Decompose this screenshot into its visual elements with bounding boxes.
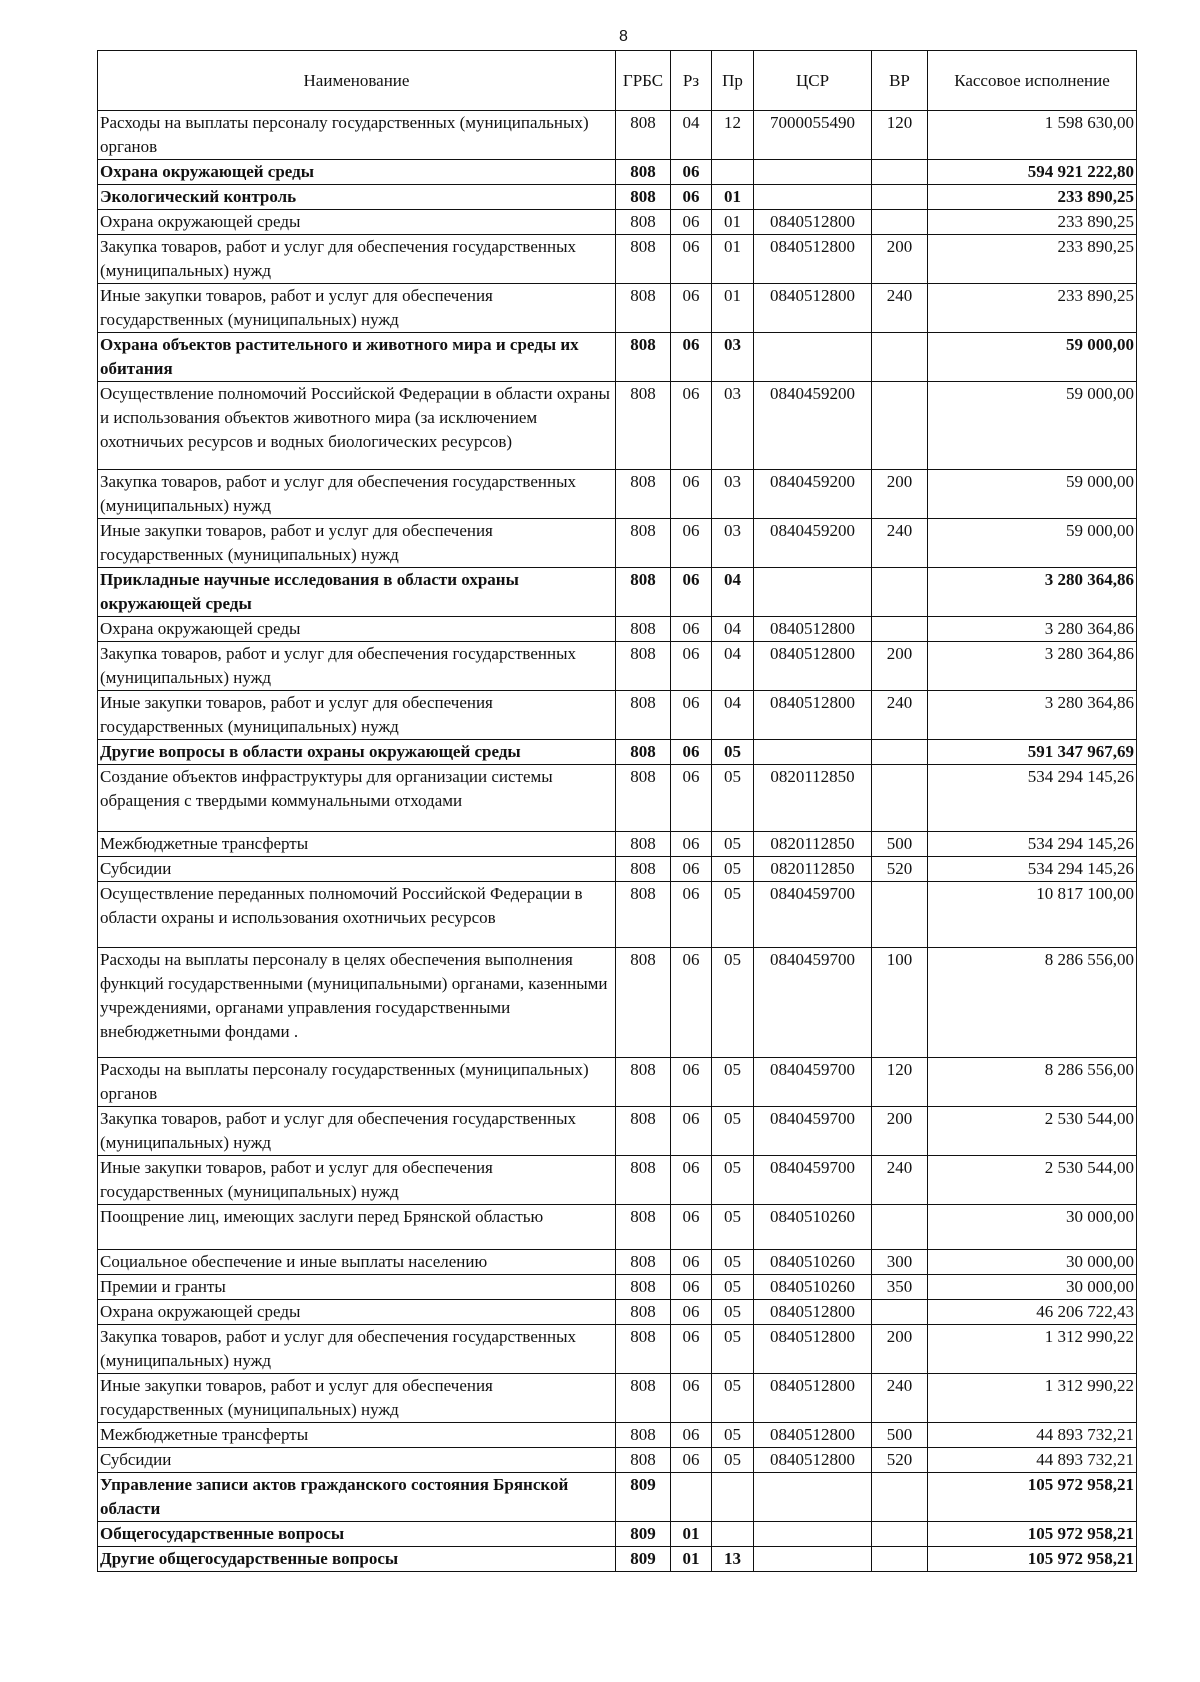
- row-grbs: 809: [616, 1546, 671, 1571]
- row-grbs: 808: [616, 1447, 671, 1472]
- row-csr: [754, 1521, 872, 1546]
- row-name: Создание объектов инфраструктуры для организации системы обращения с твердыми коммунальными отходами: [98, 765, 616, 831]
- table-row: [98, 691, 1137, 740]
- header-name: Наименование: [98, 51, 616, 111]
- table-row: [98, 284, 1137, 333]
- row-vr: [872, 1472, 928, 1521]
- row-pr: 12: [712, 111, 754, 160]
- row-grbs: 808: [616, 617, 671, 642]
- row-rz: 06: [671, 1299, 712, 1324]
- row-grbs: 808: [616, 1373, 671, 1422]
- row-vr: [872, 1205, 928, 1249]
- row-grbs: 808: [616, 235, 671, 284]
- row-rz: 06: [671, 235, 712, 284]
- row-rz: 06: [671, 333, 712, 382]
- row-grbs: 808: [616, 185, 671, 210]
- row-name: Расходы на выплаты персоналу в целях обеспечения выполнения функций государственными (муниципальными) органами, казенными учреждениями, органами управления государственными внебюджетными фондами .: [98, 947, 616, 1058]
- table-row: [98, 185, 1137, 210]
- row-grbs: 808: [616, 470, 671, 519]
- row-csr: 0840510260: [754, 1249, 872, 1274]
- row-name: Межбюджетные трансферты: [98, 831, 616, 856]
- row-vr: [872, 382, 928, 470]
- row-pr: 05: [712, 881, 754, 947]
- header-csr: ЦСР: [754, 51, 872, 111]
- row-vr: [872, 1521, 928, 1546]
- row-rz: 06: [671, 1107, 712, 1156]
- row-amount: 105 972 958,21: [928, 1546, 1137, 1571]
- row-csr: [754, 740, 872, 765]
- table-row: [98, 160, 1137, 185]
- row-amount: 233 890,25: [928, 235, 1137, 284]
- row-name: Закупка товаров, работ и услуг для обеспечения государственных (муниципальных) нужд: [98, 470, 616, 519]
- row-vr: 500: [872, 831, 928, 856]
- row-vr: 500: [872, 1422, 928, 1447]
- table-row: [98, 642, 1137, 691]
- row-csr: 0840512800: [754, 1324, 872, 1373]
- row-amount: 59 000,00: [928, 470, 1137, 519]
- row-amount: 8 286 556,00: [928, 947, 1137, 1058]
- row-pr: 13: [712, 1546, 754, 1571]
- row-csr: [754, 185, 872, 210]
- row-grbs: 808: [616, 1422, 671, 1447]
- row-amount: 59 000,00: [928, 382, 1137, 470]
- row-rz: 06: [671, 642, 712, 691]
- row-pr: 05: [712, 1205, 754, 1249]
- row-rz: 06: [671, 382, 712, 470]
- row-grbs: 808: [616, 382, 671, 470]
- row-grbs: 808: [616, 1324, 671, 1373]
- row-vr: 120: [872, 1058, 928, 1107]
- row-name: Иные закупки товаров, работ и услуг для обеспечения государственных (муниципальных) нужд: [98, 1156, 616, 1205]
- table-row: [98, 1107, 1137, 1156]
- row-amount: 233 890,25: [928, 284, 1137, 333]
- row-amount: 30 000,00: [928, 1274, 1137, 1299]
- row-vr: 350: [872, 1274, 928, 1299]
- table-row: [98, 831, 1137, 856]
- row-pr: 05: [712, 1156, 754, 1205]
- header-rz: Рз: [671, 51, 712, 111]
- row-csr: 0840512800: [754, 284, 872, 333]
- row-pr: 05: [712, 1373, 754, 1422]
- row-vr: [872, 185, 928, 210]
- header-amount: Кассовое исполнение: [928, 51, 1137, 111]
- row-pr: [712, 1521, 754, 1546]
- row-pr: 05: [712, 947, 754, 1058]
- row-grbs: 809: [616, 1521, 671, 1546]
- row-rz: 01: [671, 1521, 712, 1546]
- table-row: [98, 1447, 1137, 1472]
- table-row: [98, 1546, 1137, 1571]
- row-rz: 06: [671, 185, 712, 210]
- row-amount: 3 280 364,86: [928, 642, 1137, 691]
- row-vr: [872, 333, 928, 382]
- row-rz: 06: [671, 1324, 712, 1373]
- row-csr: 0840512800: [754, 210, 872, 235]
- row-csr: 0840459700: [754, 1107, 872, 1156]
- row-name: Поощрение лиц, имеющих заслуги перед Брянской областью: [98, 1205, 616, 1249]
- table-row: [98, 1249, 1137, 1274]
- row-pr: 01: [712, 284, 754, 333]
- row-rz: [671, 1472, 712, 1521]
- row-pr: 05: [712, 856, 754, 881]
- row-pr: 05: [712, 1447, 754, 1472]
- row-vr: [872, 1299, 928, 1324]
- row-amount: 8 286 556,00: [928, 1058, 1137, 1107]
- table-row: [98, 765, 1137, 831]
- row-name: Субсидии: [98, 856, 616, 881]
- row-grbs: 808: [616, 765, 671, 831]
- row-amount: 105 972 958,21: [928, 1521, 1137, 1546]
- table-row: [98, 617, 1137, 642]
- header-grbs: ГРБС: [616, 51, 671, 111]
- table-row: [98, 1324, 1137, 1373]
- row-amount: 59 000,00: [928, 519, 1137, 568]
- row-rz: 06: [671, 1373, 712, 1422]
- row-name: Закупка товаров, работ и услуг для обеспечения государственных (муниципальных) нужд: [98, 1107, 616, 1156]
- table-row: [98, 1521, 1137, 1546]
- row-name: Расходы на выплаты персоналу государственных (муниципальных) органов: [98, 1058, 616, 1107]
- row-amount: 3 280 364,86: [928, 617, 1137, 642]
- row-vr: [872, 210, 928, 235]
- row-vr: [872, 617, 928, 642]
- row-grbs: 808: [616, 568, 671, 617]
- row-csr: 0840512800: [754, 1373, 872, 1422]
- row-pr: 04: [712, 691, 754, 740]
- row-csr: 0820112850: [754, 831, 872, 856]
- row-name: Закупка товаров, работ и услуг для обеспечения государственных (муниципальных) нужд: [98, 235, 616, 284]
- row-name: Социальное обеспечение и иные выплаты населению: [98, 1249, 616, 1274]
- row-name: Иные закупки товаров, работ и услуг для обеспечения государственных (муниципальных) нужд: [98, 1373, 616, 1422]
- row-grbs: 808: [616, 740, 671, 765]
- header-vr: ВР: [872, 51, 928, 111]
- row-rz: 06: [671, 160, 712, 185]
- table-row: [98, 740, 1137, 765]
- budget-table: [97, 50, 1137, 1572]
- row-rz: 06: [671, 519, 712, 568]
- row-csr: 0840459200: [754, 519, 872, 568]
- row-csr: [754, 568, 872, 617]
- row-pr: 01: [712, 210, 754, 235]
- row-csr: 0840510260: [754, 1205, 872, 1249]
- row-pr: 01: [712, 235, 754, 284]
- row-name: Расходы на выплаты персоналу государственных (муниципальных) органов: [98, 111, 616, 160]
- row-rz: 06: [671, 740, 712, 765]
- row-grbs: 808: [616, 1274, 671, 1299]
- row-amount: 44 893 732,21: [928, 1422, 1137, 1447]
- row-name: Закупка товаров, работ и услуг для обеспечения государственных (муниципальных) нужд: [98, 1324, 616, 1373]
- row-grbs: 808: [616, 284, 671, 333]
- row-rz: 06: [671, 1447, 712, 1472]
- row-csr: 0840512800: [754, 1422, 872, 1447]
- table-row: [98, 881, 1137, 947]
- row-name: Охрана окружающей среды: [98, 1299, 616, 1324]
- table-row: [98, 856, 1137, 881]
- row-name: Общегосударственные вопросы: [98, 1521, 616, 1546]
- row-rz: 06: [671, 1274, 712, 1299]
- row-amount: 594 921 222,80: [928, 160, 1137, 185]
- table-row: [98, 1422, 1137, 1447]
- row-amount: 30 000,00: [928, 1249, 1137, 1274]
- row-name: Охрана окружающей среды: [98, 160, 616, 185]
- row-rz: 06: [671, 210, 712, 235]
- row-pr: 05: [712, 831, 754, 856]
- row-vr: [872, 160, 928, 185]
- row-grbs: 808: [616, 111, 671, 160]
- row-csr: 0820112850: [754, 765, 872, 831]
- row-grbs: 808: [616, 519, 671, 568]
- table-row: [98, 1274, 1137, 1299]
- row-grbs: 808: [616, 856, 671, 881]
- row-vr: 240: [872, 284, 928, 333]
- row-grbs: 808: [616, 1299, 671, 1324]
- row-pr: 03: [712, 333, 754, 382]
- row-amount: 1 598 630,00: [928, 111, 1137, 160]
- row-csr: 0840512800: [754, 1447, 872, 1472]
- row-name: Охрана объектов растительного и животного мира и среды их обитания: [98, 333, 616, 382]
- row-name: Субсидии: [98, 1447, 616, 1472]
- row-vr: 520: [872, 1447, 928, 1472]
- row-pr: 03: [712, 382, 754, 470]
- row-csr: 0840512800: [754, 691, 872, 740]
- row-name: Межбюджетные трансферты: [98, 1422, 616, 1447]
- row-csr: [754, 1546, 872, 1571]
- row-csr: 0840512800: [754, 1299, 872, 1324]
- table-row: [98, 1205, 1137, 1249]
- row-vr: 100: [872, 947, 928, 1058]
- row-csr: 0840512800: [754, 235, 872, 284]
- row-pr: [712, 1472, 754, 1521]
- row-rz: 06: [671, 947, 712, 1058]
- row-grbs: 808: [616, 1249, 671, 1274]
- row-vr: 200: [872, 1324, 928, 1373]
- table-row: [98, 1472, 1137, 1521]
- row-pr: 04: [712, 568, 754, 617]
- row-pr: 05: [712, 765, 754, 831]
- row-amount: 2 530 544,00: [928, 1156, 1137, 1205]
- row-name: Иные закупки товаров, работ и услуг для обеспечения государственных (муниципальных) нужд: [98, 284, 616, 333]
- row-csr: [754, 333, 872, 382]
- row-grbs: 808: [616, 947, 671, 1058]
- row-name: Экологический контроль: [98, 185, 616, 210]
- row-amount: 233 890,25: [928, 185, 1137, 210]
- row-grbs: 808: [616, 691, 671, 740]
- row-vr: [872, 881, 928, 947]
- row-csr: 0840459700: [754, 947, 872, 1058]
- row-pr: [712, 160, 754, 185]
- row-amount: 1 312 990,22: [928, 1324, 1137, 1373]
- row-name: Закупка товаров, работ и услуг для обеспечения государственных (муниципальных) нужд: [98, 642, 616, 691]
- table-body: [98, 111, 1137, 1572]
- row-grbs: 808: [616, 831, 671, 856]
- row-csr: 0820112850: [754, 856, 872, 881]
- row-vr: 240: [872, 519, 928, 568]
- row-rz: 06: [671, 691, 712, 740]
- table-row: [98, 382, 1137, 470]
- row-grbs: 809: [616, 1472, 671, 1521]
- row-amount: 591 347 967,69: [928, 740, 1137, 765]
- row-amount: 44 893 732,21: [928, 1447, 1137, 1472]
- row-pr: 01: [712, 185, 754, 210]
- table-row: [98, 1299, 1137, 1324]
- row-name: Другие вопросы в области охраны окружающей среды: [98, 740, 616, 765]
- row-pr: 05: [712, 1324, 754, 1373]
- row-name: Управление записи актов гражданского состояния Брянской области: [98, 1472, 616, 1521]
- row-name: Иные закупки товаров, работ и услуг для обеспечения государственных (муниципальных) нужд: [98, 519, 616, 568]
- row-pr: 05: [712, 1299, 754, 1324]
- row-name: Иные закупки товаров, работ и услуг для обеспечения государственных (муниципальных) нужд: [98, 691, 616, 740]
- row-rz: 06: [671, 1422, 712, 1447]
- row-vr: 120: [872, 111, 928, 160]
- row-grbs: 808: [616, 1107, 671, 1156]
- row-amount: 534 294 145,26: [928, 765, 1137, 831]
- row-vr: 200: [872, 235, 928, 284]
- row-name: Осуществление переданных полномочий Российской Федерации в области охраны и использования охотничьих ресурсов: [98, 881, 616, 947]
- row-rz: 06: [671, 1156, 712, 1205]
- row-vr: [872, 568, 928, 617]
- row-amount: 3 280 364,86: [928, 691, 1137, 740]
- table-row: [98, 1373, 1137, 1422]
- row-rz: 06: [671, 617, 712, 642]
- row-grbs: 808: [616, 333, 671, 382]
- row-rz: 06: [671, 1249, 712, 1274]
- table-row: [98, 568, 1137, 617]
- row-name: Другие общегосударственные вопросы: [98, 1546, 616, 1571]
- row-grbs: 808: [616, 1058, 671, 1107]
- table-row: [98, 333, 1137, 382]
- row-vr: [872, 740, 928, 765]
- row-name: Осуществление полномочий Российской Федерации в области охраны и использования объектов животного мира (за исключением охотничьих ресурсов и водных биологических ресурсов): [98, 382, 616, 470]
- row-amount: 59 000,00: [928, 333, 1137, 382]
- page-number: 8: [619, 28, 628, 45]
- row-grbs: 808: [616, 160, 671, 185]
- row-vr: 240: [872, 1373, 928, 1422]
- row-rz: 06: [671, 470, 712, 519]
- row-amount: 30 000,00: [928, 1205, 1137, 1249]
- row-csr: [754, 160, 872, 185]
- row-rz: 01: [671, 1546, 712, 1571]
- row-name: Прикладные научные исследования в области охраны окружающей среды: [98, 568, 616, 617]
- row-vr: [872, 1546, 928, 1571]
- table-row: [98, 947, 1137, 1058]
- row-rz: 04: [671, 111, 712, 160]
- row-amount: 105 972 958,21: [928, 1472, 1137, 1521]
- row-amount: 46 206 722,43: [928, 1299, 1137, 1324]
- row-rz: 06: [671, 1058, 712, 1107]
- row-csr: 0840512800: [754, 617, 872, 642]
- header-pr: Пр: [712, 51, 754, 111]
- row-csr: 0840459700: [754, 881, 872, 947]
- row-grbs: 808: [616, 1205, 671, 1249]
- row-csr: 0840512800: [754, 642, 872, 691]
- row-vr: 200: [872, 642, 928, 691]
- row-rz: 06: [671, 881, 712, 947]
- row-csr: 7000055490: [754, 111, 872, 160]
- row-rz: 06: [671, 856, 712, 881]
- table-row: [98, 235, 1137, 284]
- row-grbs: 808: [616, 642, 671, 691]
- row-pr: 04: [712, 642, 754, 691]
- table-row: [98, 519, 1137, 568]
- row-amount: 534 294 145,26: [928, 856, 1137, 881]
- row-pr: 05: [712, 1107, 754, 1156]
- row-vr: 240: [872, 1156, 928, 1205]
- table-row: [98, 1156, 1137, 1205]
- row-rz: 06: [671, 765, 712, 831]
- row-name: Премии и гранты: [98, 1274, 616, 1299]
- table-row: [98, 210, 1137, 235]
- row-pr: 05: [712, 1422, 754, 1447]
- row-pr: 03: [712, 470, 754, 519]
- table-header-row: [98, 51, 1137, 111]
- row-name: Охрана окружающей среды: [98, 617, 616, 642]
- row-amount: 1 312 990,22: [928, 1373, 1137, 1422]
- row-amount: 3 280 364,86: [928, 568, 1137, 617]
- row-csr: 0840459200: [754, 470, 872, 519]
- row-rz: 06: [671, 1205, 712, 1249]
- row-csr: [754, 1472, 872, 1521]
- row-pr: 05: [712, 1274, 754, 1299]
- table-row: [98, 1058, 1137, 1107]
- table-row: [98, 470, 1137, 519]
- row-csr: 0840510260: [754, 1274, 872, 1299]
- row-csr: 0840459200: [754, 382, 872, 470]
- row-vr: 240: [872, 691, 928, 740]
- table-row: [98, 111, 1137, 160]
- row-pr: 05: [712, 1249, 754, 1274]
- row-rz: 06: [671, 831, 712, 856]
- row-pr: 03: [712, 519, 754, 568]
- row-vr: 520: [872, 856, 928, 881]
- row-vr: 200: [872, 1107, 928, 1156]
- row-vr: 200: [872, 470, 928, 519]
- row-csr: 0840459700: [754, 1058, 872, 1107]
- row-pr: 04: [712, 617, 754, 642]
- row-amount: 233 890,25: [928, 210, 1137, 235]
- row-amount: 534 294 145,26: [928, 831, 1137, 856]
- row-amount: 2 530 544,00: [928, 1107, 1137, 1156]
- row-csr: 0840459700: [754, 1156, 872, 1205]
- row-grbs: 808: [616, 881, 671, 947]
- row-grbs: 808: [616, 210, 671, 235]
- row-grbs: 808: [616, 1156, 671, 1205]
- row-name: Охрана окружающей среды: [98, 210, 616, 235]
- row-amount: 10 817 100,00: [928, 881, 1137, 947]
- row-pr: 05: [712, 740, 754, 765]
- row-rz: 06: [671, 284, 712, 333]
- row-rz: 06: [671, 568, 712, 617]
- row-vr: [872, 765, 928, 831]
- row-pr: 05: [712, 1058, 754, 1107]
- row-vr: 300: [872, 1249, 928, 1274]
